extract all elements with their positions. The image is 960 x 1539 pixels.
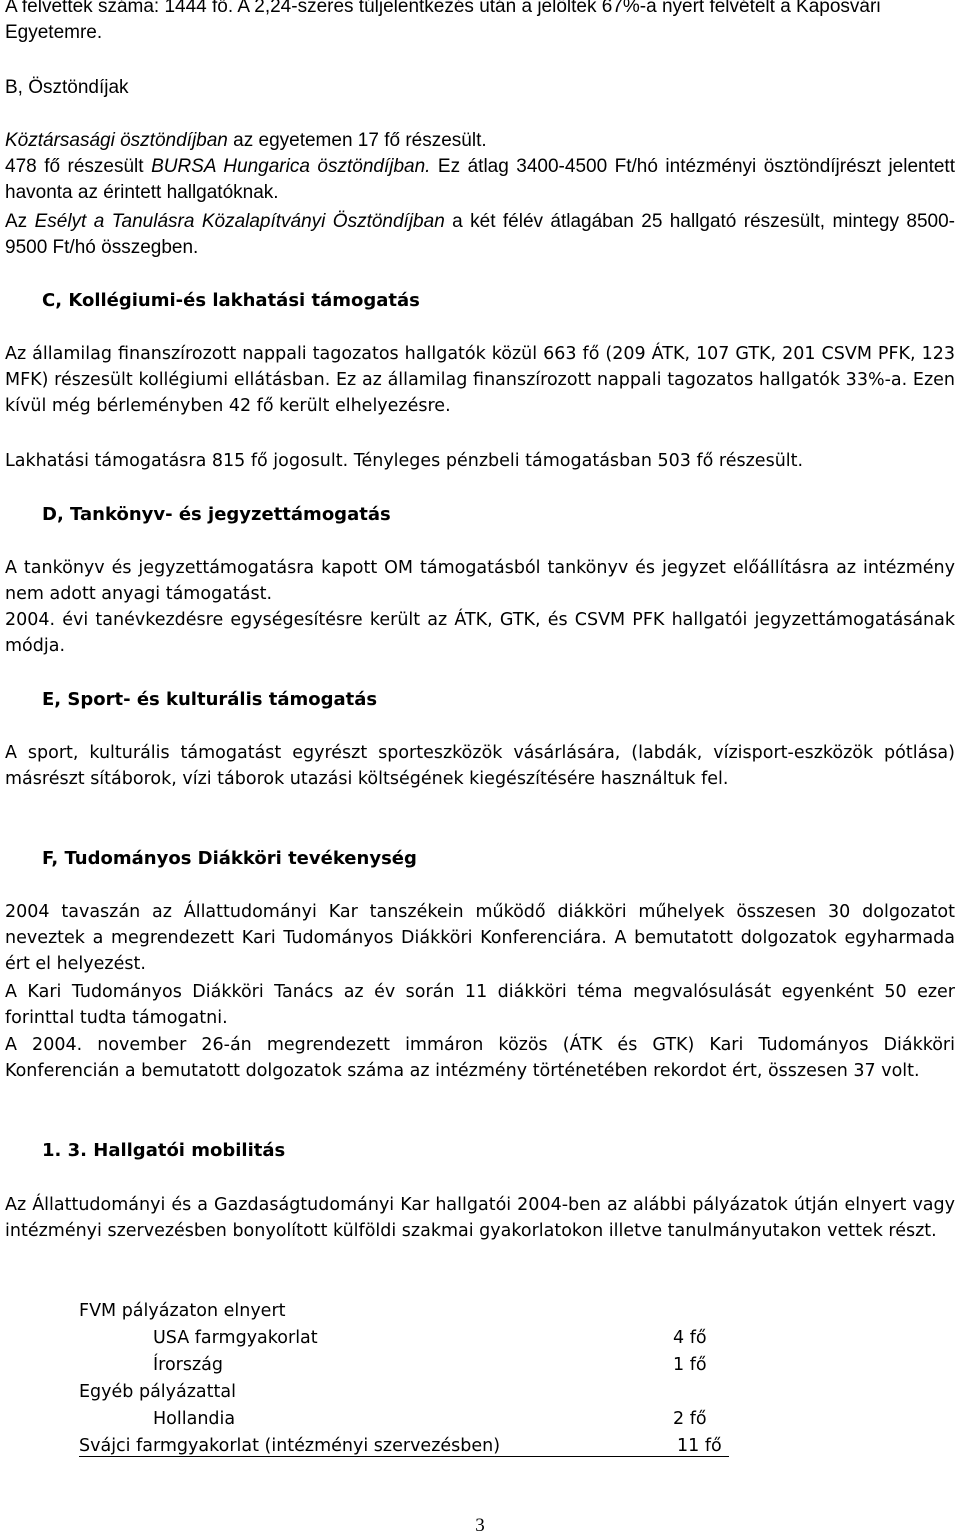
section-b-p3-italic: Esélyt a Tanulásra Közalapítványi Ösztöndíjban bbox=[34, 211, 445, 232]
section-f-title: F, Tudományos Diákköri tevékenység bbox=[42, 848, 417, 869]
list-item bbox=[79, 1325, 779, 1352]
section-d-paragraph-1: A tankönyv és jegyzettámogatásra kapott OM támogatásból tankönyv és jegyzet előállításra az intézmény nem adott anyagi támogatást. bbox=[5, 558, 955, 604]
section-b-paragraph-3 bbox=[5, 209, 955, 261]
mobility-item-count: 11 fő bbox=[677, 1436, 722, 1456]
section-b-paragraph-2 bbox=[5, 154, 955, 206]
list-item bbox=[79, 1298, 779, 1325]
section-c-paragraph-2: Lakhatási támogatásra 815 fő jogosult. Tényleges pénzbeli támogatásban 503 fő részesült. bbox=[5, 451, 804, 471]
section-b-title: B, Ösztöndíjak bbox=[5, 77, 129, 98]
mobility-list bbox=[79, 1298, 779, 1460]
page-number: 3 bbox=[475, 1515, 485, 1536]
mobility-item-label: Svájci farmgyakorlat (intézményi szervezésben) bbox=[79, 1436, 501, 1456]
mobility-item-count: 2 fő bbox=[673, 1409, 707, 1429]
section-c-title: C, Kollégiumi-és lakhatási támogatás bbox=[42, 290, 420, 311]
section-c-paragraph-1: Az államilag finanszírozott nappali tagozatos hallgatók közül 663 fő (209 ÁTK, 107 GTK, 201 CSVM PFK, 123 MFK) részesült kollégiumi ellátásban. Ez az államilag finanszírozott nappali tagozatos hallgatók 33%-a. Ezen kívül még bérleményben 42 fő került elhelyezésre. bbox=[5, 344, 955, 416]
mobility-group-label: FVM pályázaton elnyert bbox=[79, 1301, 286, 1321]
section-e-title: E, Sport- és kulturális támogatás bbox=[42, 689, 378, 710]
section-mobility-paragraph: Az Állattudományi és a Gazdaságtudományi Kar hallgatói 2004-ben az alábbi pályázatok útján elnyert vagy intézményi szervezésben bonyolított külföldi szakmai gyakorlatokon illetve tanulmányutakon vettek részt. bbox=[5, 1195, 955, 1241]
list-item bbox=[79, 1406, 779, 1433]
list-item bbox=[79, 1433, 729, 1460]
mobility-item-label: Hollandia bbox=[153, 1409, 236, 1429]
underline-rule bbox=[79, 1456, 729, 1457]
section-b-p2-text-post: Ez átlag 3400-4500 Ft/hó intézményi ösztöndíjrészt jelentett havonta az érintett hallgatóknak. bbox=[5, 156, 955, 203]
list-item bbox=[79, 1379, 779, 1406]
section-b-p2-text: 478 fő részesült bbox=[5, 156, 152, 177]
intro-paragraph: A felvettek száma: 1444 fő. A 2,24-szeres túljelentkezés után a jelöltek 67%-a nyert felvételt a Kaposvári Egyetemre. bbox=[5, 0, 881, 43]
section-b-p1-italic: Köztársasági ösztöndíjban bbox=[5, 130, 228, 151]
section-b-p2-italic: BURSA Hungarica ösztöndíjban. bbox=[151, 156, 431, 177]
list-item bbox=[79, 1352, 779, 1379]
mobility-item-label: USA farmgyakorlat bbox=[153, 1328, 318, 1348]
section-d-paragraph-2: 2004. évi tanévkezdésre egységesítésre került az ÁTK, GTK, és CSVM PFK hallgatói jegyzettámogatásának módja. bbox=[5, 610, 955, 656]
section-b-p1-text: az egyetemen 17 fő részesült. bbox=[227, 130, 487, 151]
section-b-paragraph-1 bbox=[5, 128, 955, 154]
section-f-paragraph-3: A 2004. november 26-án megrendezett immáron közös (ÁTK és GTK) Kari Tudományos Diákköri Konferencián a bemutatott dolgozatok száma az intézmény történetében rekordot ért, összesen 37 volt. bbox=[5, 1035, 955, 1081]
section-f-paragraph-2: A Kari Tudományos Diákköri Tanács az év során 11 diákköri téma megvalósulását egyenként 50 ezer forinttal tudta támogatni. bbox=[5, 982, 955, 1028]
mobility-item-label: Írország bbox=[153, 1355, 224, 1375]
mobility-item-count: 4 fő bbox=[673, 1328, 707, 1348]
section-mobility-title: 1. 3. Hallgatói mobilitás bbox=[42, 1140, 286, 1161]
section-b-p3-text: Az bbox=[5, 211, 35, 232]
mobility-group-label: Egyéb pályázattal bbox=[79, 1382, 236, 1402]
mobility-item-count: 1 fő bbox=[673, 1355, 707, 1375]
section-b-p3-text-post: a két félév átlagában 25 hallgató részesült, mintegy 8500-9500 Ft/hó összegben. bbox=[5, 211, 955, 258]
section-f-paragraph-1: 2004 tavaszán az Állattudományi Kar tanszékein működő diákköri műhelyek összesen 30 dolgozatot neveztek a megrendezett Kari Tudományos Diákköri Konferenciára. A bemutatott dolgozatok egyharmada ért el helyezést. bbox=[5, 902, 955, 974]
section-e-paragraph-1: A sport, kulturális támogatást egyrészt sporteszközök vásárlására, (labdák, vízisport-eszközök pótlása) másrészt sítáborok, vízi táborok utazási költségének kiegészítésére használtuk fel. bbox=[5, 743, 955, 789]
section-d-title: D, Tankönyv- és jegyzettámogatás bbox=[42, 504, 391, 525]
